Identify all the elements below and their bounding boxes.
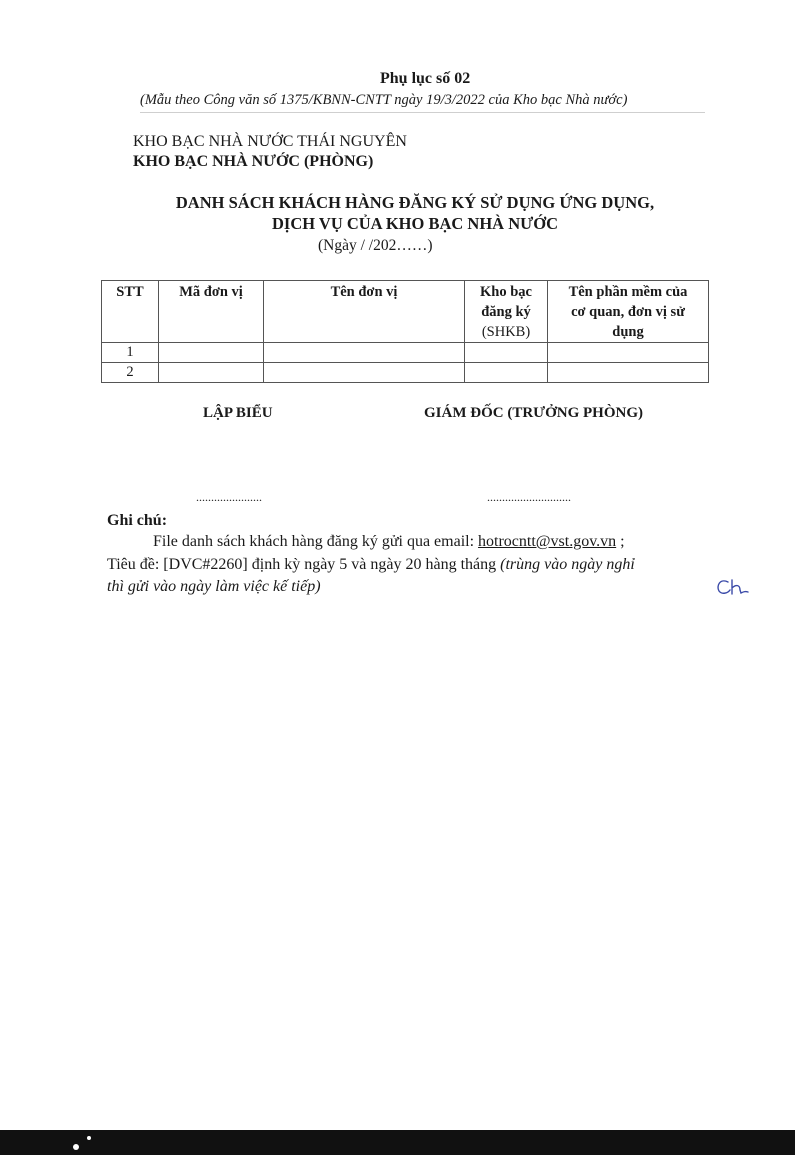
header-ma-don-vi: Mã đơn vị [159, 281, 264, 343]
cell-ten-don-vi [264, 363, 465, 383]
notes-line-2-prefix: Tiêu đề: [DVC#2260] định kỳ ngày 5 và ngày 20 hàng tháng [107, 556, 501, 573]
appendix-subtitle: (Mẫu theo Công văn số 1375/KBNN-CNTT ngày 19/3/2022 của Kho bạc Nhà nước) [140, 92, 628, 108]
header-stt: STT [102, 281, 159, 343]
header-kho-bac-line1: Kho bạc [480, 284, 532, 300]
header-phan-mem [548, 281, 709, 343]
scan-speck [73, 1144, 79, 1150]
header-divider [140, 112, 705, 113]
cell-kho-bac [465, 363, 548, 383]
email-link[interactable]: hotrocntt@vst.gov.vn [478, 533, 617, 550]
cell-ten-don-vi [264, 343, 465, 363]
document-title-line-1: DANH SÁCH KHÁCH HÀNG ĐĂNG KÝ SỬ DỤNG ỨNG DỤNG, [175, 193, 655, 212]
org-name-line-1: KHO BẠC NHÀ NƯỚC THÁI NGUYÊN [133, 133, 407, 150]
customer-table [101, 280, 709, 383]
notes-line-2-italic: (trùng vào ngày nghỉ [500, 556, 635, 573]
signature-left-dots: ...................... [196, 490, 262, 504]
notes-label: Ghi chú: [107, 512, 168, 529]
notes-line-2 [107, 556, 635, 574]
header-phan-mem-line2: cơ quan, đơn vị sử [571, 304, 685, 320]
signature-left-title: LẬP BIỂU [203, 405, 273, 421]
date-line: (Ngày / /202……) [318, 237, 433, 254]
scan-bottom-edge [0, 1130, 795, 1155]
org-name-line-2: KHO BẠC NHÀ NƯỚC (PHÒNG) [133, 153, 374, 170]
header-kho-bac [465, 281, 548, 343]
appendix-title: Phụ lục số 02 [380, 70, 471, 87]
document-title-line-2: DỊCH VỤ CỦA KHO BẠC NHÀ NƯỚC [271, 214, 558, 233]
header-kho-bac-line2: đăng ký [481, 304, 531, 320]
row-stt: 2 [102, 363, 159, 383]
cell-ma-don-vi [159, 343, 264, 363]
cell-phan-mem [548, 363, 709, 383]
header-ten-don-vi: Tên đơn vị [264, 281, 465, 343]
cell-phan-mem [548, 343, 709, 363]
notes-line-1-prefix: File danh sách khách hàng đăng ký gửi qua email: [153, 533, 479, 550]
signature-right-dots: ............................ [487, 490, 571, 504]
handwritten-initials-icon [714, 576, 754, 598]
header-phan-mem-line1: Tên phần mềm của [568, 284, 688, 300]
row-stt: 1 [102, 343, 159, 363]
table-row [102, 343, 709, 363]
signature-right-title: GIÁM ĐỐC (TRƯỞNG PHÒNG) [424, 405, 644, 421]
notes-line-1 [153, 533, 625, 551]
header-phan-mem-line3: dụng [612, 324, 644, 340]
cell-ma-don-vi [159, 363, 264, 383]
notes-line-1-suffix: ; [616, 533, 625, 550]
cell-kho-bac [465, 343, 548, 363]
table-header-row [102, 281, 709, 343]
header-kho-bac-line3: (SHKB) [481, 324, 531, 340]
scan-speck [87, 1136, 91, 1140]
notes-line-3: thì gửi vào ngày làm việc kế tiếp) [107, 578, 321, 595]
table-row [102, 363, 709, 383]
